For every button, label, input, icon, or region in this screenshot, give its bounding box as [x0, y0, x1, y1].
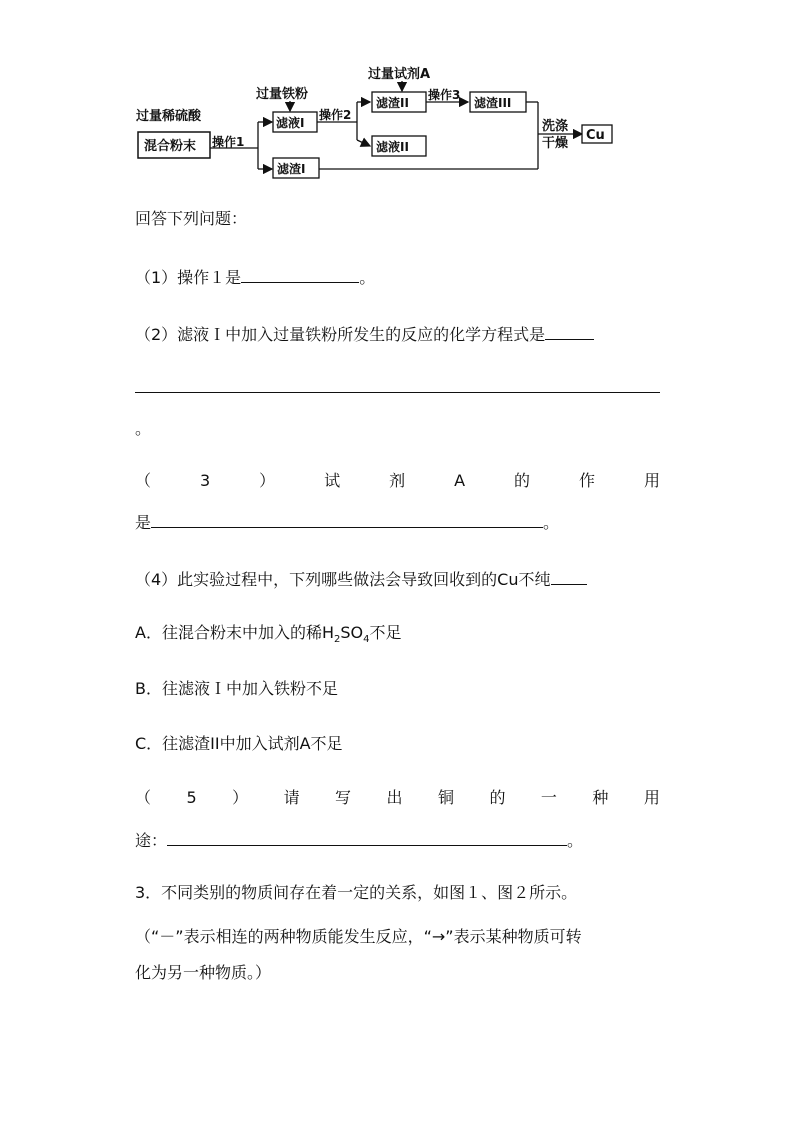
residue2-label: 滤渣II: [376, 96, 409, 110]
question-5-line2: [135, 829, 583, 852]
q4-text: （4）此实验过程中，下列哪些做法会导致回收到的Cu不纯: [135, 570, 551, 589]
q3-char: 用: [643, 471, 660, 490]
residue1-label: 滤渣I: [277, 162, 306, 176]
option-a-subscript: 2: [333, 634, 341, 646]
q1-end: 。: [359, 268, 376, 287]
option-a: [135, 622, 402, 651]
option-a-end: 不足: [369, 623, 402, 642]
option-c: C．往滤渣II中加入试剂A不足: [135, 734, 343, 753]
op3-label: 操作3: [428, 88, 461, 102]
problem3-line2: （“－”表示相连的两种物质能发生反应，“→”表示某种物质可转: [135, 927, 582, 946]
q3-char: 3: [199, 471, 211, 490]
q5-prefix: 途：: [135, 831, 168, 850]
q5-char: 出: [386, 788, 403, 807]
q3-char: 的: [514, 471, 531, 490]
q1-answer-blank[interactable]: [241, 266, 359, 283]
reagent-a-label: 过量试剂A: [368, 67, 431, 82]
q5-char: 5: [186, 788, 197, 807]
q2-text: （2）滤液Ｉ中加入过量铁粉所发生的反应的化学方程式是: [135, 325, 546, 344]
question-3-line2: [135, 511, 559, 534]
q5-char: 的: [489, 788, 506, 807]
q3-char: 试: [324, 471, 341, 490]
q2-answer-line[interactable]: [135, 392, 660, 393]
q3-char: ）: [259, 471, 276, 490]
q5-char: 请: [283, 788, 300, 807]
q3-char: A: [454, 471, 466, 490]
q3-char: 作: [579, 471, 596, 490]
cu-label: Cu: [586, 128, 605, 143]
q5-char: 一: [540, 788, 557, 807]
reagent-acid-label: 过量稀硫酸: [136, 109, 202, 124]
question-1: [135, 266, 375, 289]
filtrate1-label: 滤液I: [276, 116, 305, 130]
q5-char: 铜: [437, 788, 454, 807]
to-filtrate2-arrow: [357, 140, 370, 146]
question-4: [135, 568, 587, 591]
q5-char: （: [135, 788, 152, 807]
wash-label: 洗涤: [542, 119, 569, 134]
q4-answer-blank[interactable]: [551, 568, 587, 585]
iron-powder-label: 过量铁粉: [256, 87, 309, 102]
intro-text: 回答下列问题：: [135, 209, 248, 228]
q3-answer-blank[interactable]: [151, 511, 543, 528]
option-a-subscript: 4: [363, 634, 370, 646]
option-a-text: A．往混合粉末中加入的稀H: [135, 623, 334, 642]
mixed-powder-label: 混合粉末: [144, 139, 197, 154]
dry-label: 干燥: [542, 136, 569, 151]
q5-char: 用: [643, 788, 660, 807]
q5-char: 种: [592, 788, 609, 807]
question-3-line1: [135, 470, 660, 492]
q5-char: ）: [232, 788, 249, 807]
op1-label: 操作1: [212, 135, 245, 149]
q2-end: 。: [135, 419, 152, 438]
question-5-line1: [135, 787, 660, 809]
option-a-formula: SO: [340, 623, 364, 642]
op2-label: 操作2: [319, 108, 352, 122]
q5-char: 写: [335, 788, 352, 807]
q5-end: 。: [567, 831, 584, 850]
q2-answer-blank-start[interactable]: [545, 323, 594, 340]
residue3-label: 滤渣III: [474, 96, 512, 110]
process-flowchart: [130, 62, 630, 192]
q1-text: （1）操作１是: [135, 268, 242, 287]
q3-char: （: [135, 471, 152, 490]
problem3-line1: 3．不同类别的物质间存在着一定的关系，如图１、图２所示。: [135, 883, 578, 902]
option-b: B．往滤液Ｉ中加入铁粉不足: [135, 679, 338, 698]
q3-prefix: 是: [135, 513, 152, 532]
q3-end: 。: [543, 513, 560, 532]
q3-char: 剂: [389, 471, 406, 490]
question-2: [135, 323, 594, 346]
problem3-line3: 化为另一种物质。）: [135, 963, 272, 982]
q5-answer-blank[interactable]: [167, 829, 567, 846]
filtrate2-label: 滤液II: [376, 140, 409, 154]
